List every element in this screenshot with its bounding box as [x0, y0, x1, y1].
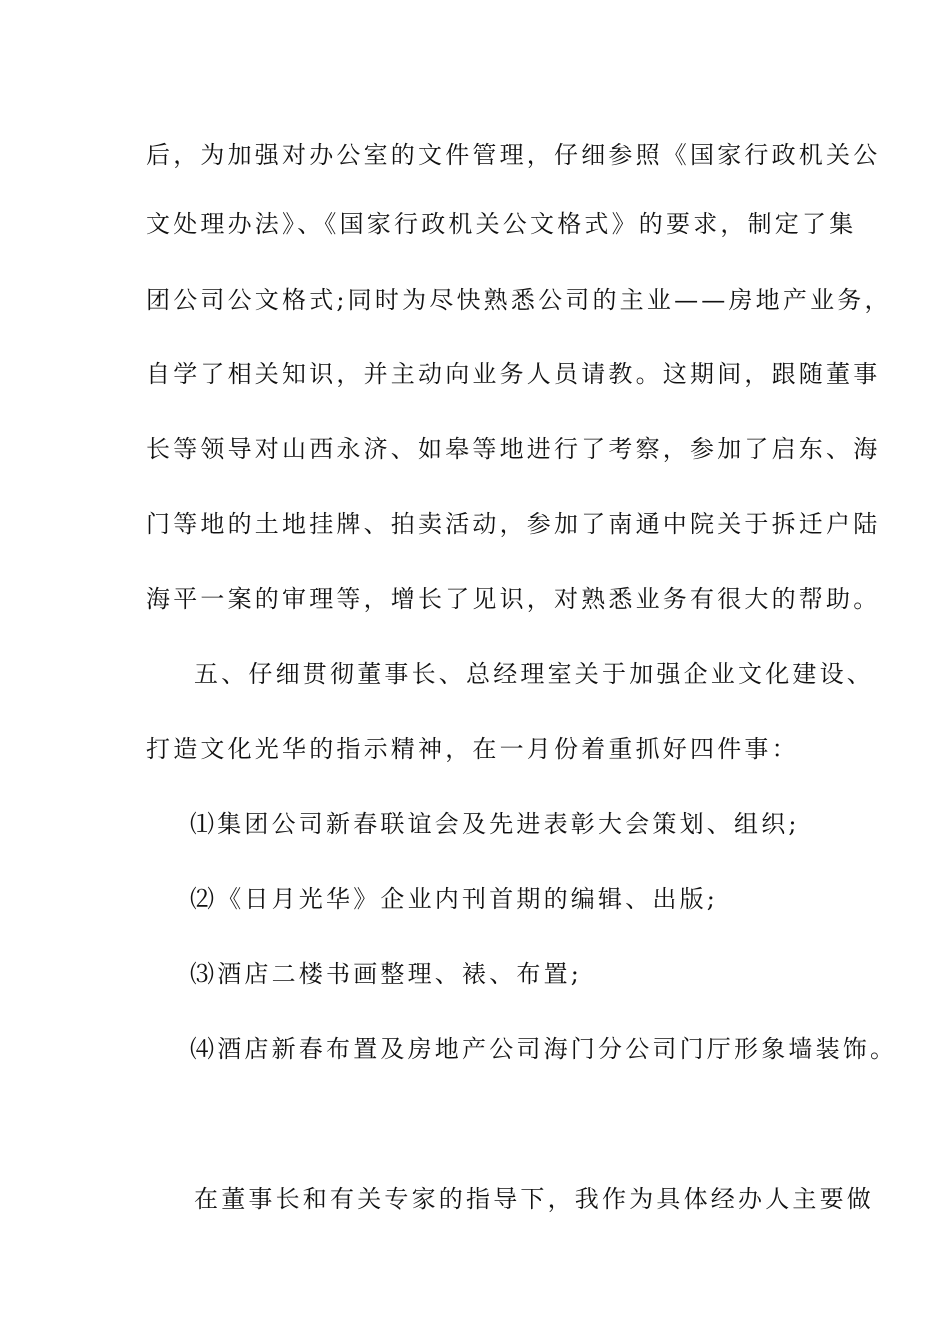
paragraph-line: 门等地的土地挂牌、拍卖活动，参加了南通中院关于拆迁户陆 [146, 510, 881, 538]
paragraph-line: 文处理办法》、《国家行政机关公文格式》的要求，制定了集 [146, 210, 857, 238]
list-item: ⑷酒店新春布置及房地产公司海门分公司门厅形象墙装饰。 [190, 1035, 898, 1063]
paragraph-line: 在董事长和有关专家的指导下，我作为具体经办人主要做 [194, 1185, 874, 1213]
paragraph-line: 后，为加强对办公室的文件管理，仔细参照《国家行政机关公 [146, 141, 881, 169]
paragraph-line: 海平一案的审理等，增长了见识，对熟悉业务有很大的帮助。 [146, 585, 881, 613]
paragraph-line: 自学了相关知识，并主动向业务人员请教。这期间，跟随董事 [146, 360, 881, 388]
paragraph-line: 长等领导对山西永济、如皋等地进行了考察，参加了启东、海 [146, 435, 881, 463]
list-item: ⑶酒店二楼书画整理、裱、布置; [190, 960, 583, 988]
paragraph-line: 打造文化光华的指示精神，在一月份着重抓好四件事： [146, 735, 799, 763]
section-heading-line: 五、仔细贯彻董事长、总经理室关于加强企业文化建设、 [194, 660, 874, 688]
list-item: ⑴集团公司新春联谊会及先进表彰大会策划、组织; [190, 810, 800, 838]
list-item: ⑵《日月光华》企业内刊首期的编辑、出版; [190, 885, 719, 913]
paragraph-line: 团公司公文格式;同时为尽快熟悉公司的主业——房地产业务， [146, 286, 892, 314]
